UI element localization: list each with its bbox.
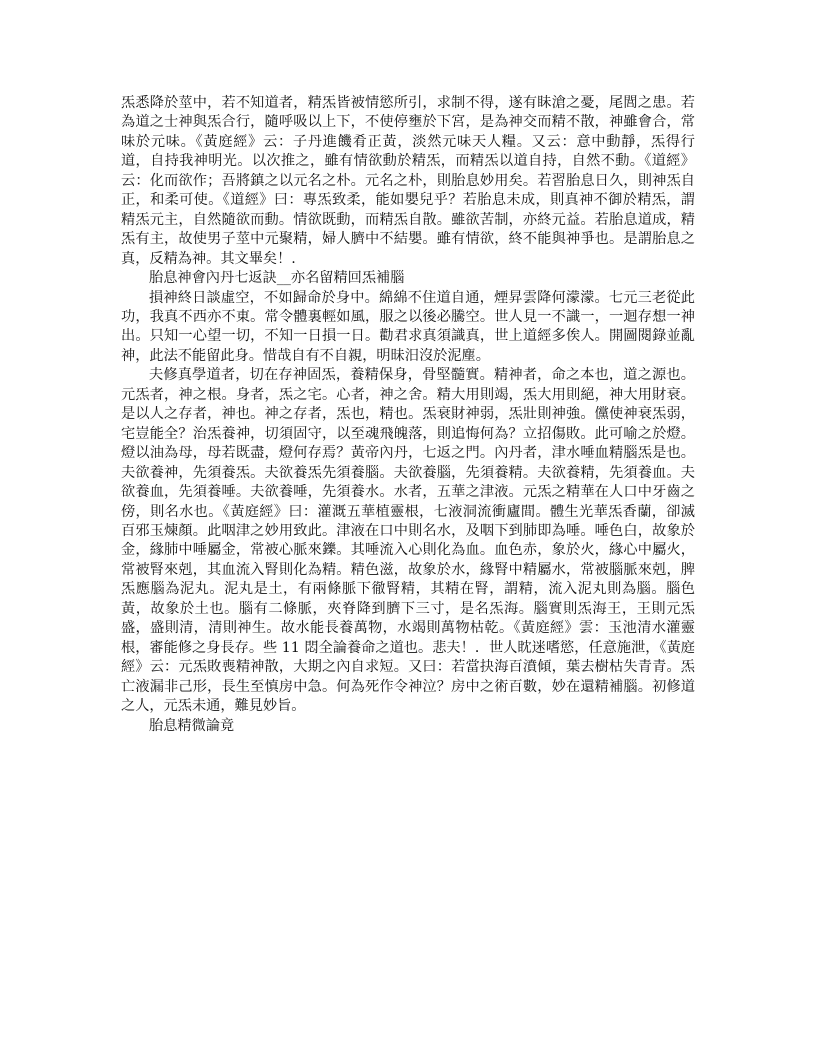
- section-heading-end: 胎息精微論竟: [149, 717, 235, 734]
- paragraph-cultivation: 夫修真學道者，切在存神固炁，養精保身，骨堅髓實。精神者，命之本也，道之源也。元炁者，神之根。身者，炁之宅。心者，神之舍。精大用則竭，炁大用則絕，神大用財衰。是以人之存者，神也。神之存者，炁也，精也。炁衰財神弱，炁壯則神強。儻使神衰炁弱，宅豈能全？治炁養神，切須固守，以至魂飛魄落，則追悔何為？立招傷敗。此可喻之於燈。燈以油為母，母若既盡，燈何存焉？黃帝內丹，七返之門。內丹者，津水唾血精腦炁是也。夫欲養神，先須養炁。夫欲養炁先須養腦。夫欲養腦，先須養精。夫欲養精，先須養血。夫欲養血，先須養唾。夫欲養唾，先須養水。水者，五華之津液。元炁之精華在人口中牙齒之傍，則名水也。《黃庭經》曰：灌溉五華植靈根，七液洞流衝廬間。體生光華炁香蘭，卻滅百邪玉煉顏。此咽津之妙用致此。津液在口中則名水，及咽下到肺即為唾。唾色白，故象於金，緣肺中唾屬金，常被心脈來鑠。其唾流入心則化為血。血色赤，象於火，緣心中屬火，常被腎來剋，其血流入腎則化為精。精色滋，故象於水，緣腎中精屬水，常被腦脈來剋，脾炁應腦為泥丸。泥丸是土，有兩條脈下徹腎精，其精在腎，謂精，流入泥丸則為腦。腦色黃，故象於土也。腦有二條脈，夾脊降到臍下三寸，是名炁海。腦實則炁海王，王則元炁盛，盛則清，清則神生。故水能長養萬物，水竭則萬物枯乾。《黃庭經》雲：玉池清水灌靈根，審能修之身長存。些 11 悶全論養命之道也。悲夫！．世人眈迷嗜慾，任意施泄，《黃庭經》云：元炁敗喪精神散，大期之內自求短。又曰：若當抉海百濆傾，葉去樹枯失青青。炁亡液漏非己形，長生至慎房中急。何為死作令神泣？房中之術百數，妙在還精補腦。初修道之人，元炁未通，難見妙旨。: [121, 367, 695, 715]
- section-heading-seven-returns: 胎息神會內丹七返訣__亦名留精回炁補腦: [149, 270, 405, 287]
- paragraph-verse: 損神終日談虛空，不如歸命於身中。綿綿不住道自通，煙昇雲降何濛濛。七元三老從此功，我真不西亦不東。常令體裏輕如風，服之以後必騰空。世人見一不識一，一迴存想一神出。只知一心望一切，不知一日損一日。勸君求真須識真，世上道經多俟人。開圖閱錄並亂神，此法不能留此身。惜哉自有不自親，明昧汨沒於泥塵。: [121, 289, 695, 364]
- document-page: [121, 94, 695, 736]
- paragraph-embryonic-breathing-essence: 炁悉降於莖中，若不知道者，精炁皆被情慾所引，求制不得，遂有眛滄之憂，尾閭之患。若為道之士神與炁合行，隨呼吸以上下，不使停壅於下宮，是為神交而精不散，神雖會合，常味於元味。《黃庭經》云：子丹進饑肴正黃，淡然元味天人糧。又云：意中動靜，炁得行道，自持我神明光。以次推之，雖有情欲動於精炁，而精炁以道自持，自然不動。《道經》云：化而欲作；吾將鎮之以元名之朴。元名之朴，則胎息妙用矣。若習胎息日久，則神炁自正，和柔可使。《道經》曰：專炁致柔，能如嬰兒乎？若胎息未成，則真神不御於精炁，謂精炁元主，自然隨欲而動。情欲既動，而精炁自散。雖欲苦制，亦終元益。若胎息道成，精炁有主，故使男子莖中元聚精，婦人臍中不結嬰。雖有情欲，終不能與神爭也。是謂胎息之真，反精為神。其文畢矣！.: [121, 95, 695, 267]
